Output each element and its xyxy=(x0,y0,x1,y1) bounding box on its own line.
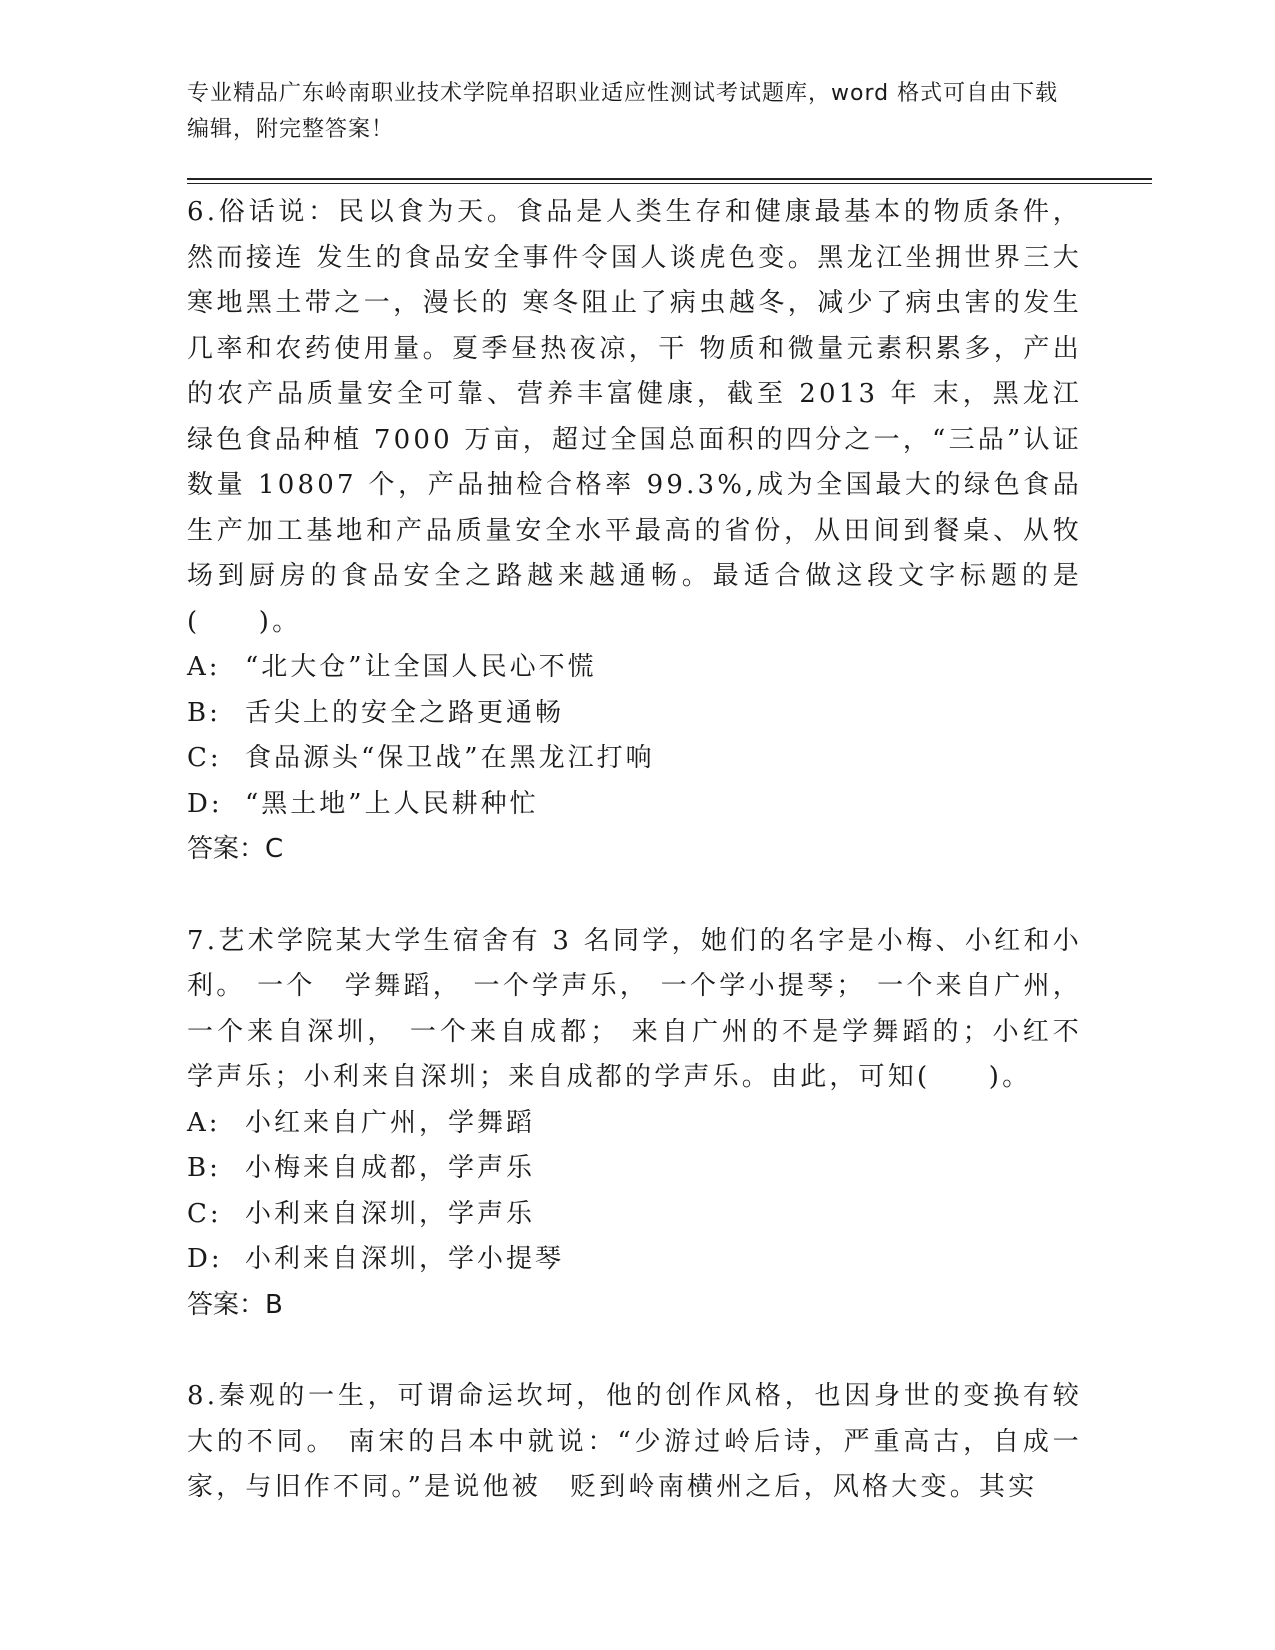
question-8 xyxy=(187,1374,1082,1511)
option-text: 小红来自广州，学舞蹈 xyxy=(245,1107,536,1138)
header-rule-thin xyxy=(187,183,1152,184)
option-d xyxy=(187,782,1082,828)
option-key: B: xyxy=(187,1153,221,1183)
option-key: D: xyxy=(187,788,223,819)
option-key: B: xyxy=(187,697,221,728)
option-b xyxy=(187,691,1082,737)
answer-line: 答案：C xyxy=(187,834,284,864)
question-6 xyxy=(187,190,1082,873)
option-key: A: xyxy=(187,652,221,682)
option-text: 小利来自深圳，学小提琴 xyxy=(245,1244,565,1274)
option-a xyxy=(187,645,1082,691)
question-spacer xyxy=(187,873,1082,919)
option-d xyxy=(187,1237,1082,1283)
option-a xyxy=(187,1101,1082,1147)
option-text: “北大仓”让全国人民心不慌 xyxy=(245,652,597,682)
header-rule xyxy=(187,178,1152,180)
answer-line: 答案：B xyxy=(187,1289,283,1320)
option-text: 小梅来自成都，学声乐 xyxy=(245,1153,536,1183)
document-header: 专业精品广东岭南职业技术学院单招职业适应性测试考试题库，word 格式可自由下载编辑，附完整答案！ xyxy=(187,81,1059,142)
question-spacer xyxy=(187,1328,1082,1374)
option-key: C: xyxy=(187,743,222,773)
option-b xyxy=(187,1146,1082,1192)
option-key: D: xyxy=(187,1244,223,1274)
option-key: C: xyxy=(187,1198,222,1229)
question-7 xyxy=(187,919,1082,1329)
question-stem: 8.秦观的一生，可谓命运坎坷，他的创作风格，也因身世的变换有较大的不同。 南宋的吕本中就说：“少游过岭后诗，严重高古，自成一家，与旧作不同。”是说他被 贬到岭南横州之后，风格大变。其实 xyxy=(187,1381,1082,1502)
option-c xyxy=(187,736,1082,782)
option-text: 小利来自深圳，学声乐 xyxy=(245,1198,536,1229)
questions-area xyxy=(187,190,1082,1511)
option-c xyxy=(187,1192,1082,1238)
option-key: A: xyxy=(187,1107,221,1138)
question-stem: 6.俗话说：民以食为天。食品是人类生存和健康最基本的物质条件，然而接连 发生的食品安全事件令国人谈虎色变。黑龙江坐拥世界三大寒地黑土带之一，漫长的 寒冬阻止了病虫越冬，减少了病虫害的发生几率和农药使用量。夏季昼热夜凉，干 物质和微量元素积累多，产出的农产品质量安全可靠、营养丰富健康，截至 2013 年 末，黑龙江绿色食品种植 7000 万亩，超过全国总面积的四分之一，“三品”认证数量 10807 个，产品抽检合格率 99.3%,成为全国最大的绿色食品生产加工基地和产品质量安全水平最高的省份，从田间到餐桌、从牧场到厨房的食品安全之路越来越通畅。最适合做这段文字标题的是( )。 xyxy=(187,197,1082,637)
question-stem: 7.艺术学院某大学生宿舍有 3 名同学，她们的名字是小梅、小红和小利。 一个 学舞蹈， 一个学声乐， 一个学小提琴； 一个来自广州， 一个来自深圳， 一个来自成都； 来自广州的不是学舞蹈的；小红不学声乐；小利来自深圳；来自成都的学声乐。由此，可知( )。 xyxy=(187,925,1082,1092)
option-text: 舌尖上的安全之路更通畅 xyxy=(245,697,565,728)
option-text: 食品源头“保卫战”在黑龙江打响 xyxy=(245,743,655,773)
option-text: “黑土地”上人民耕种忙 xyxy=(245,788,539,819)
